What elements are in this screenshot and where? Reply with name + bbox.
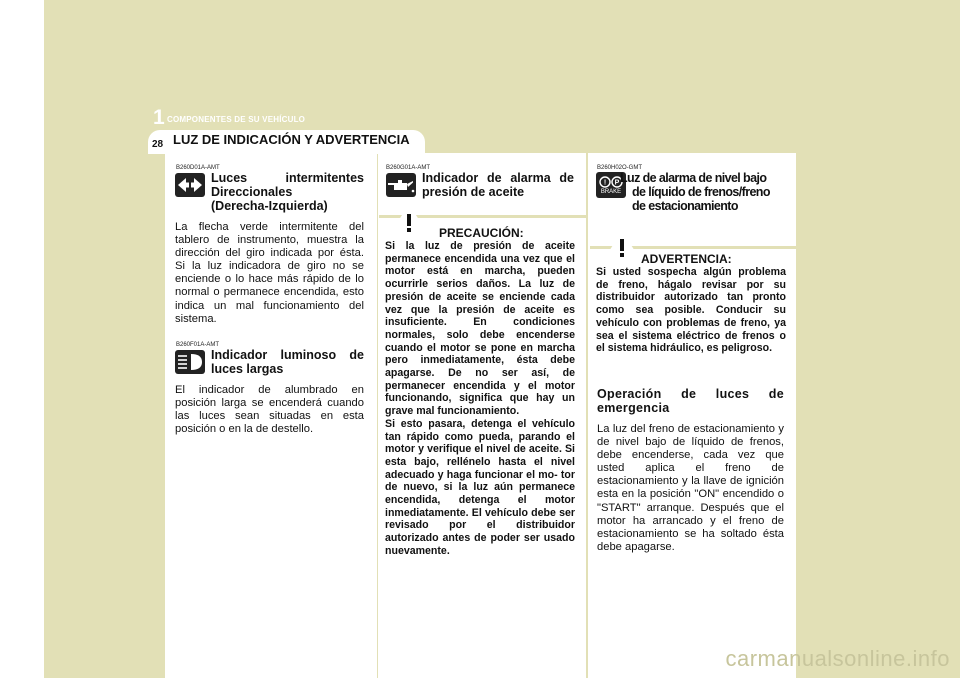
warning-text: Si usted sospecha algún problema de freno, hágalo revisar por su distribuidor autorizado tan pronto como sea posible. Conducir su vehículo con problemas de freno, ya sea el sistema eléctrico de frenos o el sistema hidráulico, es peligroso. [596,266,786,355]
heading-line: Indicador luminoso de [211,348,364,362]
brake-fluid-heading [620,171,784,213]
turn-signal-arrows-icon [175,173,205,197]
heading-line: (Derecha-Izquierda) [211,199,328,213]
turn-signal-heading [211,171,364,213]
heading-line: luces largas [211,362,284,376]
chapter-number: 1 [153,106,165,129]
column-2 [378,153,586,686]
caution-title: PRECAUCIÓN: [439,226,524,240]
page-number: 28 [152,139,164,150]
heading-line: Direccionales [211,185,293,199]
emergency-lights-heading [597,387,784,415]
oil-pressure-heading [422,171,574,199]
heading-line: Indicador de alarma de [422,171,574,185]
section-code: B260F01A-AMT [176,342,220,348]
heading-line: emergencia [597,401,670,415]
exclamation-triangle-icon [389,204,429,236]
section-code: B260G01A-AMT [386,165,431,171]
emergency-lights-body: La luz del freno de estacionamiento y de nivel bajo de líquido de frenos, debe encenderse, cada vez que usted aplica el freno de estacionamiento y la llave de ignición esta en la posición "ON" encendido o "START" arranque. Después que el motor ha arrancado y el freno de estacionamiento se ha soltado ésta debe apagarse. [597,423,784,553]
caution-paragraph: Si la luz de presión de aceite permanece encendida una vez que el motor está en marcha, pueden ocurrirle serios daños. La luz de presión de aceite se enciende cada vez que la presión de aceite es insuficiente. En condiciones normales, solo debe encenderse cuando el motor se pone en marcha pero inmediatamente, ésta debe apagarse. De no ser así, de permanecer encendida y el motor funcionando, significa que hay un grave mal funcionamiento. [385,240,575,418]
caution-box [379,215,586,558]
turn-signal-body: La flecha verde intermitente del tablero de instrumento, muestra la dirección del giro indicada por ésta. Si la luz indicadora de giro no se enciende o lo hace más rápido de lo normal o permanece encendida, esto indica un mal funcionamiento del sistema. [175,221,364,325]
caution-text [385,240,575,558]
caution-paragraph: Si esto pasara, detenga el vehículo tan rápido como pueda, parando el motor y verifique el nivel de aceite. Si esta bajo, rellénelo hasta el nivel adecuado y haga funcionar el mo- tor de nuevo, si la luz aún permanece encendida, detenga el motor inmediatamente. El vehículo debe ser revisado por el distribuidor autorizado antes de poder ser usado nuevamente. [385,417,575,557]
heading-line: de líquido de frenos/freno [632,185,770,199]
section-code: B260D01A-AMT [176,165,220,171]
oil-can-icon [386,173,416,197]
heading-line: de estacionamiento [632,199,738,213]
svg-text:P: P [614,179,620,187]
heading-line: Luz de alarma de nivel bajo [620,171,767,185]
chapter-title: COMPONENTES DE SU VEHÍCULO [167,115,306,124]
high-beam-heading [211,348,364,376]
column-1 [165,153,377,686]
svg-text:!: ! [603,179,607,187]
heading-line: Operación de luces de [597,387,784,401]
exclamation-triangle-icon [602,229,642,261]
heading-line: presión de aceite [422,185,525,199]
heading-line: Luces intermitentes [211,171,364,185]
section-code: B260H02O-GMT [597,165,643,171]
brake-icon-label: BRAKE [600,189,622,195]
section-title: LUZ DE INDICACIÓN Y ADVERTENCIA [173,132,410,147]
high-beam-body: El indicador de alumbrado en posición larga se encenderá cuando las luces sean situadas en esta posición o en la de destello. [175,384,364,436]
watermark: carmanualsonline.info [725,646,950,671]
warning-box [590,246,796,371]
warning-title: ADVERTENCIA: [641,252,732,266]
high-beam-icon [175,350,205,374]
column-3 [588,153,796,686]
